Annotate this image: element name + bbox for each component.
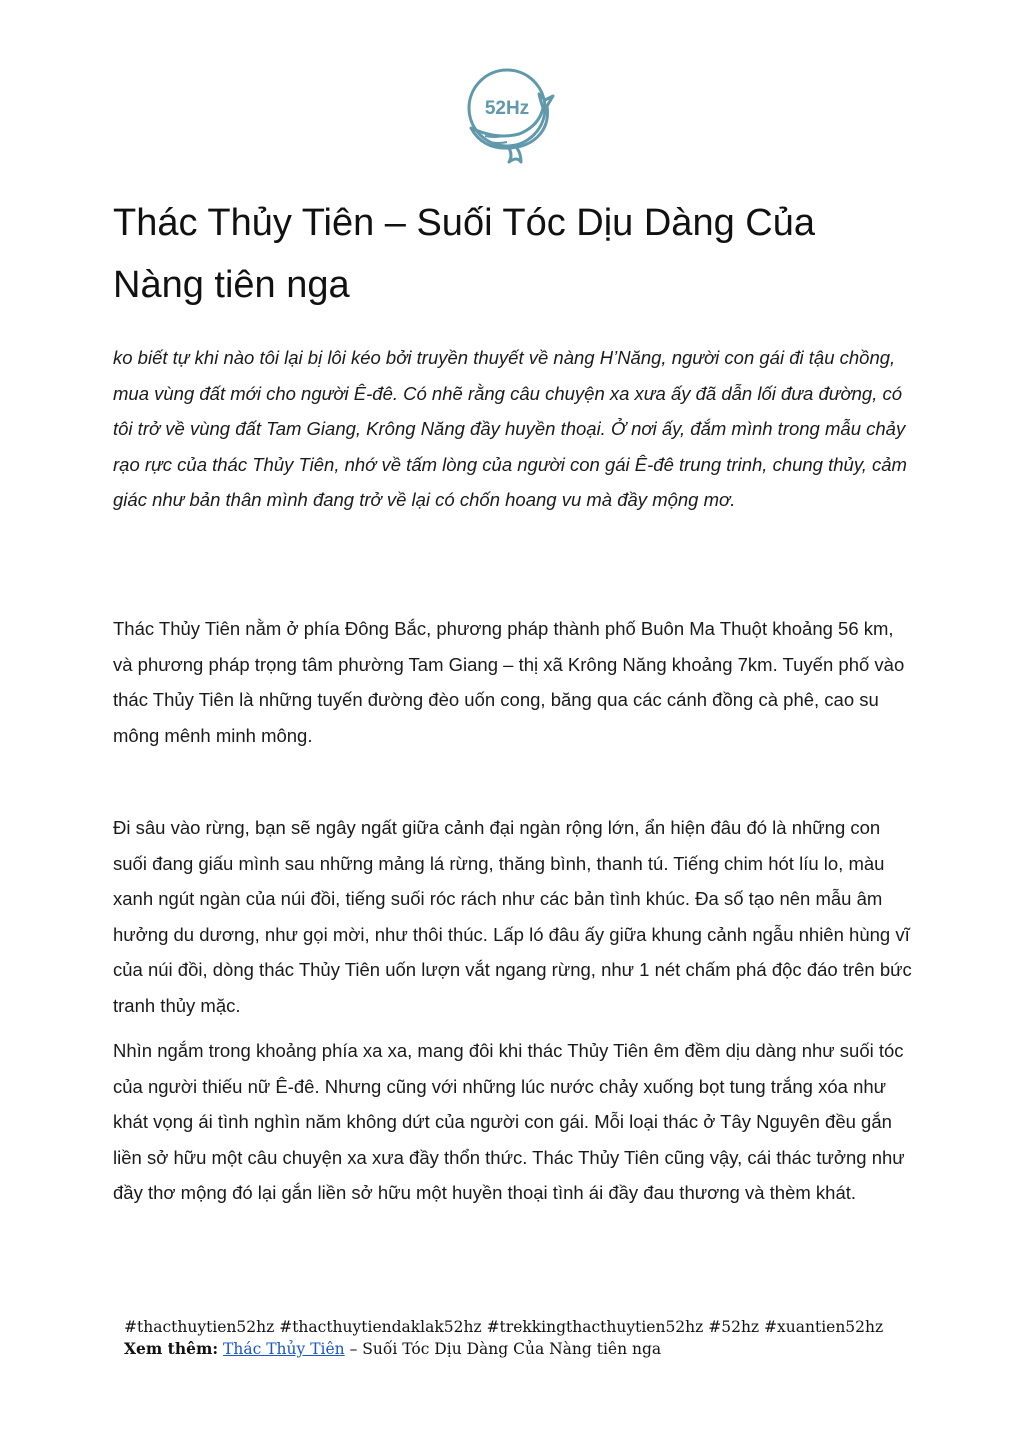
intro-paragraph: ko biết tự khi nào tôi lại bị lôi kéo bởi truyền thuyết về nàng H’Năng, người con gái đi tậu chồng, mua vùng đất mới cho người Ê-đê. Có nhẽ rằng câu chuyện xa xưa ấy đã dẫn lối đưa đường, có tôi trở về vùng đất Tam Giang, Krông Năng đầy huyền thoại. Ở nơi ấy, đắm mình trong mẫu chảy rạo rực của thác Thủy Tiên, nhớ về tấm lòng của người con gái Ê-đê trung trinh, chung thủy, cảm giác như bản thân mình đang trở về lại có chốn hoang vu mà đầy mộng mơ. bbox=[113, 347, 907, 510]
body-paragraph-1: Thác Thủy Tiên nằm ở phía Đông Bắc, phương pháp thành phố Buôn Ma Thuột khoảng 56 km, và phương pháp trọng tâm phường Tam Giang – thị xã Krông Năng khoảng 7km. Tuyến phố vào thác Thủy Tiên là những tuyến đường đèo uốn cong, băng qua các cánh đồng cà phê, cao su mông mênh minh mông. bbox=[113, 618, 905, 746]
footer bbox=[124, 1316, 904, 1360]
body-paragraph-2: Đi sâu vào rừng, bạn sẽ ngây ngất giữa cảnh đại ngàn rộng lớn, ẩn hiện đâu đó là những con suối đang giấu mình sau những mảng lá rừng, thăng bình, thanh tú. Tiếng chim hót líu lo, màu xanh ngút ngàn của núi đồi, tiếng suối róc rách như các bản tình khúc. Đa số tạo nên mẫu âm hưởng du dương, như gọi mời, như thôi thúc. Lấp ló đâu ấy giữa khung cảnh ngẫu nhiên hùng vĩ của núi đồi, dòng thác Thủy Tiên uốn lượn vắt ngang rừng, như 1 nét chấm phá độc đáo trên bức tranh thủy mặc. bbox=[113, 817, 912, 1016]
see-more-label: Xem thêm: bbox=[124, 1339, 219, 1358]
hashtags: #thacthuytien52hz #thacthuytiendaklak52hz #trekkingthacthuytien52hz #52hz #xuantien52hz bbox=[124, 1318, 884, 1336]
see-more-line bbox=[124, 1338, 904, 1360]
whale-logo-icon bbox=[463, 64, 563, 164]
page-title: Thác Thủy Tiên – Suối Tóc Dịu Dàng Của Nàng tiên nga bbox=[113, 202, 815, 306]
body-paragraph-3: Nhìn ngắm trong khoảng phía xa xa, mang đôi khi thác Thủy Tiên êm đềm dịu dàng như suối tóc của người thiếu nữ Ê-đê. Nhưng cũng với những lúc nước chảy xuống bọt tung trắng xóa như khát vọng ái tình nghìn năm không dứt của người con gái. Mỗi loại thác ở Tây Nguyên đều gắn liền sở hữu một câu chuyện xa xưa đầy thổn thức. Thác Thủy Tiên cũng vậy, cái thác tưởng như đầy thơ mộng đó lại gắn liền sở hữu một huyền thoại tình ái đầy đau thương và thèm khát. bbox=[113, 1040, 905, 1203]
logo-text: 52Hz bbox=[484, 98, 530, 119]
see-more-link[interactable]: Thác Thủy Tiên bbox=[223, 1340, 345, 1358]
see-more-rest: – Suối Tóc Dịu Dàng Của Nàng tiên nga bbox=[344, 1340, 662, 1358]
